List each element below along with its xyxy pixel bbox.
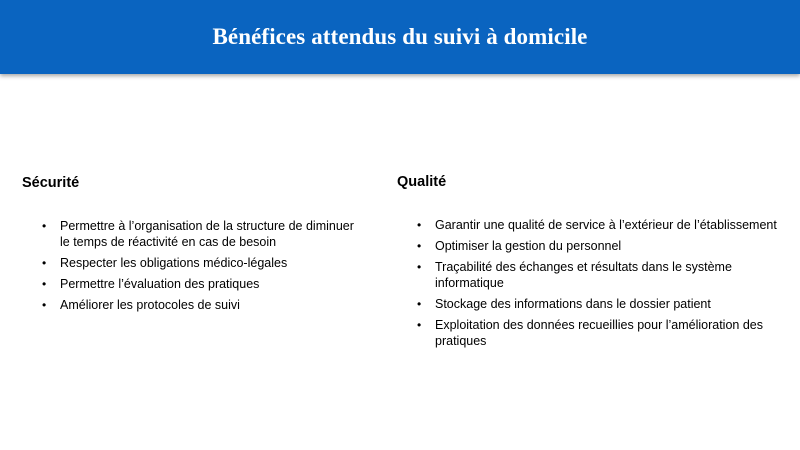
column-heading-qualite: Qualité xyxy=(397,174,447,190)
bullet-item xyxy=(22,255,362,271)
bullet-list-securite xyxy=(22,218,362,313)
bullet-text: Exploitation des données recueillies pour l’amélioration des pratiques xyxy=(435,318,763,348)
bullet-text: Traçabilité des échanges et résultats dans le système informatique xyxy=(435,260,732,290)
bullet-icon: • xyxy=(417,260,422,274)
bullet-icon: • xyxy=(417,218,422,232)
bullet-text: Améliorer les protocoles de suivi xyxy=(60,298,240,312)
bullet-icon: • xyxy=(42,277,47,291)
bullet-icon: • xyxy=(42,256,47,270)
bullet-icon: • xyxy=(417,297,422,311)
bullet-text: Permettre à l’organisation de la structure de diminuer le temps de réactivité en cas de besoin xyxy=(60,219,354,249)
bullet-item xyxy=(397,317,792,349)
column-qualite xyxy=(397,172,792,354)
column-securite xyxy=(22,173,362,318)
bullet-icon: • xyxy=(417,239,422,253)
bullet-text: Garantir une qualité de service à l’extérieur de l’établissement xyxy=(435,218,777,232)
bullet-item xyxy=(22,276,362,292)
bullet-icon: • xyxy=(42,219,47,233)
bullet-text: Permettre l’évaluation des pratiques xyxy=(60,277,260,291)
bullet-item xyxy=(397,238,792,254)
bullet-list-qualite xyxy=(397,217,792,349)
column-heading-securite: Sécurité xyxy=(22,175,80,191)
bullet-icon: • xyxy=(42,298,47,312)
slide-title: Bénéfices attendus du suivi à domicile xyxy=(212,24,588,49)
bullet-item xyxy=(22,218,362,250)
bullet-item xyxy=(397,296,792,312)
bullet-icon: • xyxy=(417,318,422,332)
bullet-item xyxy=(22,297,362,313)
title-bar xyxy=(0,0,800,74)
bullet-item xyxy=(397,259,792,291)
bullet-text: Respecter les obligations médico-légales xyxy=(60,256,288,270)
bullet-text: Stockage des informations dans le dossier patient xyxy=(435,297,711,311)
bullet-item xyxy=(397,217,792,233)
bullet-text: Optimiser la gestion du personnel xyxy=(435,239,622,253)
